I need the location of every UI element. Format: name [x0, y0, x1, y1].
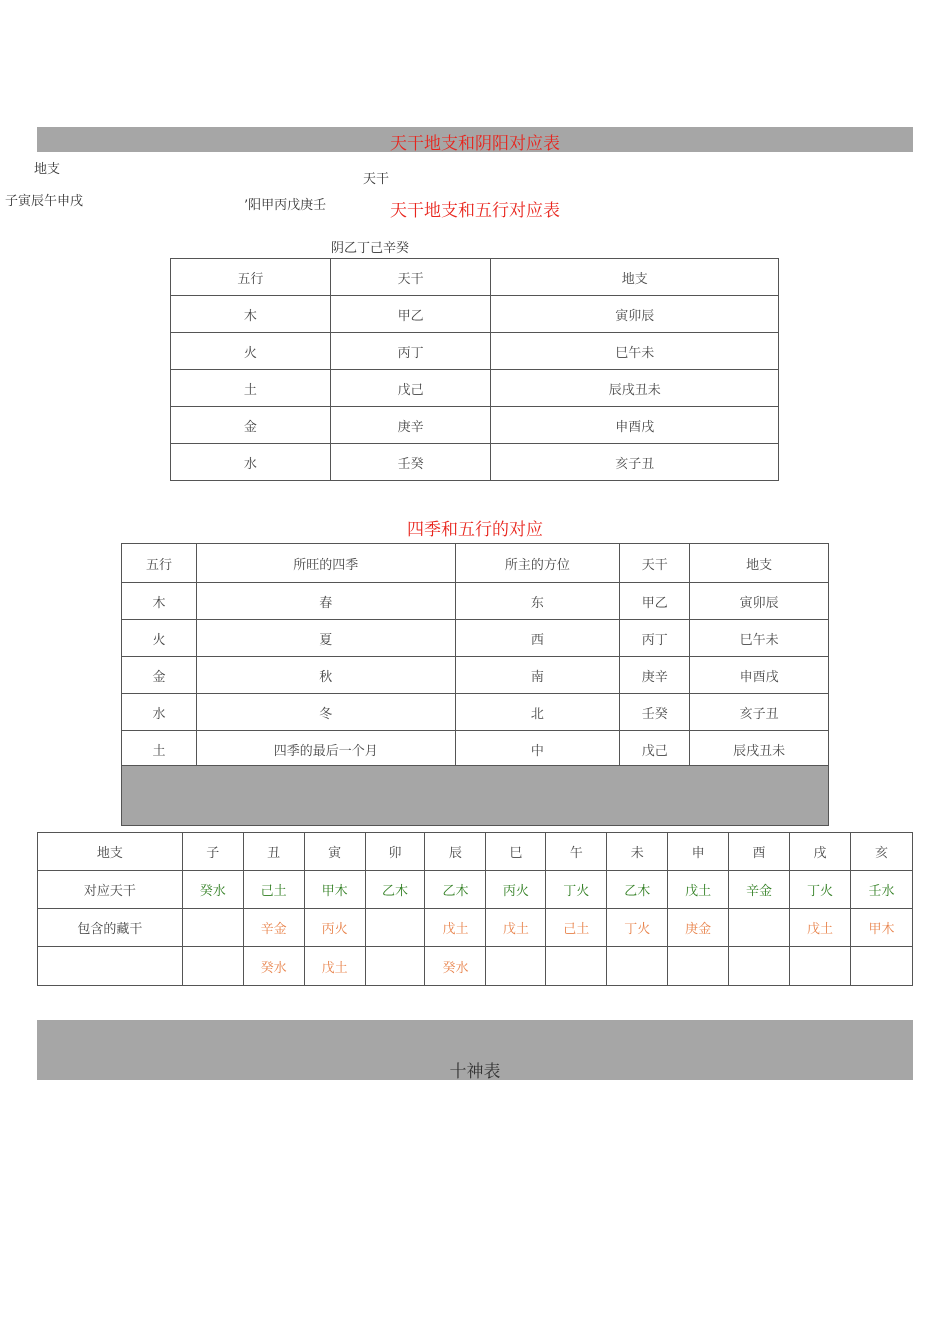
table-cell: 癸水 — [182, 871, 243, 909]
table-row — [122, 657, 829, 694]
table-cell — [182, 909, 243, 947]
table-row — [171, 333, 779, 370]
table-cell: 戊土 — [790, 909, 851, 947]
yinyang-yang-dizhi: 子寅辰午申戌 — [5, 194, 84, 209]
table-cell — [365, 909, 425, 947]
header-cell: 申 — [668, 833, 729, 871]
header-cell: 五行 — [171, 259, 331, 296]
table-cell: 庚辛 — [620, 657, 690, 694]
table-cell: 辛金 — [729, 871, 790, 909]
table-cell: 丁火 — [790, 871, 851, 909]
table-cell: 亥子丑 — [491, 444, 779, 481]
table-cell: 中 — [455, 731, 620, 768]
table-row — [171, 296, 779, 333]
canggan-row — [38, 947, 913, 986]
table-cell — [729, 947, 790, 986]
table-cell: 冬 — [196, 694, 455, 731]
table-cell: 戊己 — [620, 731, 690, 768]
table-cell: 壬癸 — [620, 694, 690, 731]
table-cell — [790, 947, 851, 986]
table-cell: 甲木 — [304, 871, 365, 909]
table-cell: 水 — [171, 444, 331, 481]
yinyang-tiangan-label: 天干 — [363, 172, 390, 187]
table-cell: 四季的最后一个月 — [196, 731, 455, 768]
table-cell: 寅卯辰 — [491, 296, 779, 333]
table-cell: 庚辛 — [330, 407, 491, 444]
header-cell: 地支 — [690, 544, 829, 583]
table-cell: 对应天干 — [38, 871, 183, 909]
header-cell: 卯 — [365, 833, 425, 871]
yinyang-yin-tiangan — [331, 239, 410, 256]
table-cell: 申酉戌 — [491, 407, 779, 444]
table-row — [122, 731, 829, 768]
wuxing-table — [170, 258, 779, 481]
season-gray-block — [121, 765, 829, 826]
table-cell: 戊土 — [304, 947, 365, 986]
table-cell: 甲乙 — [620, 583, 690, 620]
header-row — [171, 259, 779, 296]
header-cell: 寅 — [304, 833, 365, 871]
header-cell: 所主的方位 — [455, 544, 620, 583]
table-cell: 木 — [171, 296, 331, 333]
header-cell: 地支 — [491, 259, 779, 296]
table-cell: 火 — [171, 333, 331, 370]
table-cell: 甲木 — [850, 909, 912, 947]
header-cell: 辰 — [425, 833, 486, 871]
table-cell: 丁火 — [546, 871, 607, 909]
table-cell: 巳午未 — [690, 620, 829, 657]
table-cell: 丙火 — [304, 909, 365, 947]
table-cell: 秋 — [196, 657, 455, 694]
canggan-table — [37, 832, 913, 986]
table-cell: 西 — [455, 620, 620, 657]
header-cell: 酉 — [729, 833, 790, 871]
header-cell: 所旺的四季 — [196, 544, 455, 583]
table-cell: 丙火 — [486, 871, 546, 909]
wuxing-table-title: 天干地支和五行对应表 — [390, 201, 560, 221]
table-cell: 己土 — [546, 909, 607, 947]
table-cell — [38, 947, 183, 986]
table-cell — [668, 947, 729, 986]
table-cell: 北 — [455, 694, 620, 731]
table-cell: 巳午未 — [491, 333, 779, 370]
header-cell: 未 — [607, 833, 668, 871]
header-cell: 亥 — [850, 833, 912, 871]
table-cell: 庚金 — [668, 909, 729, 947]
table-row — [171, 444, 779, 481]
table-cell: 甲乙 — [330, 296, 491, 333]
table-cell: 南 — [455, 657, 620, 694]
table-cell: 丁火 — [607, 909, 668, 947]
season-table — [121, 543, 829, 768]
table-cell: 水 — [122, 694, 197, 731]
yinyang-yin-tiangan-text: 阴乙丁己辛癸 — [331, 241, 410, 256]
header-cell: 地支 — [38, 833, 183, 871]
table-cell: 夏 — [196, 620, 455, 657]
yinyang-dizhi-label: 地支 — [34, 162, 61, 177]
yinyang-yang-tiangan: ’阳甲丙戊庚壬 — [244, 198, 327, 213]
table-cell: 金 — [122, 657, 197, 694]
table-cell — [729, 909, 790, 947]
table-cell: 春 — [196, 583, 455, 620]
table-cell: 火 — [122, 620, 197, 657]
table-cell: 己土 — [243, 871, 304, 909]
table-cell: 壬水 — [850, 871, 912, 909]
table-row — [122, 583, 829, 620]
canggan-row — [38, 909, 913, 947]
table-cell: 乙木 — [365, 871, 425, 909]
table-cell: 戊土 — [425, 909, 486, 947]
table-cell — [607, 947, 668, 986]
header-cell: 午 — [546, 833, 607, 871]
table-row — [122, 694, 829, 731]
table-row — [122, 620, 829, 657]
table-cell: 辰戌丑未 — [690, 731, 829, 768]
header-cell: 子 — [182, 833, 243, 871]
tiangan-row — [38, 871, 913, 909]
table-cell: 申酉戌 — [690, 657, 829, 694]
table-cell: 金 — [171, 407, 331, 444]
table-cell — [850, 947, 912, 986]
table-cell: 寅卯辰 — [690, 583, 829, 620]
table-row — [171, 370, 779, 407]
header-cell: 天干 — [620, 544, 690, 583]
table-cell: 戊土 — [668, 871, 729, 909]
table-cell: 癸水 — [243, 947, 304, 986]
table-cell — [486, 947, 546, 986]
table-cell: 辰戌丑未 — [491, 370, 779, 407]
table-row — [171, 407, 779, 444]
season-table-title: 四季和五行的对应 — [407, 520, 543, 540]
table-cell: 土 — [122, 731, 197, 768]
header-cell: 天干 — [330, 259, 491, 296]
table-cell: 辛金 — [243, 909, 304, 947]
table-cell: 乙木 — [607, 871, 668, 909]
table-cell: 包含的藏干 — [38, 909, 183, 947]
table-cell: 亥子丑 — [690, 694, 829, 731]
header-cell: 巳 — [486, 833, 546, 871]
table-cell: 丙丁 — [330, 333, 491, 370]
table-cell — [546, 947, 607, 986]
table-cell: 东 — [455, 583, 620, 620]
header-row — [38, 833, 913, 871]
header-cell: 戌 — [790, 833, 851, 871]
table-cell: 戊己 — [330, 370, 491, 407]
header-cell: 丑 — [243, 833, 304, 871]
header-cell: 五行 — [122, 544, 197, 583]
table-cell — [182, 947, 243, 986]
table-cell: 戊土 — [486, 909, 546, 947]
yinyang-title: 天干地支和阴阳对应表 — [390, 134, 560, 154]
shishen-title: 十神表 — [449, 1062, 501, 1082]
table-cell — [365, 947, 425, 986]
table-cell: 土 — [171, 370, 331, 407]
table-cell: 乙木 — [425, 871, 486, 909]
header-row — [122, 544, 829, 583]
table-cell: 癸水 — [425, 947, 486, 986]
table-cell: 丙丁 — [620, 620, 690, 657]
table-cell: 木 — [122, 583, 197, 620]
table-cell: 壬癸 — [330, 444, 491, 481]
